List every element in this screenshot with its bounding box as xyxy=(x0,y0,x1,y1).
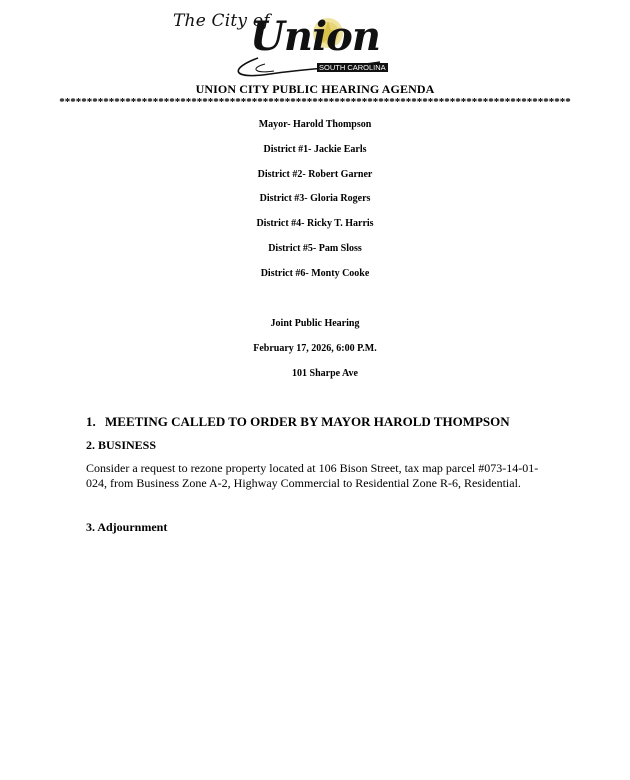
council-district-1: District #1- Jackie Earls xyxy=(263,143,367,155)
hearing-datetime: February 17, 2026, 6:00 P.M. xyxy=(253,342,377,354)
agenda-item-3-heading: 3. Adjournment xyxy=(86,520,168,534)
council-district-2: District #2- Robert Garner xyxy=(257,168,373,180)
logo-name: Union xyxy=(250,13,380,60)
hearing-info xyxy=(0,317,630,391)
agenda-item-1-number: 1. xyxy=(86,414,96,429)
separator-line: ********************************************************************************************* xyxy=(59,96,571,108)
council-district-5: District #5- Pam Sloss xyxy=(268,242,362,254)
council-district-6: District #6- Monty Cooke xyxy=(260,267,370,279)
council-mayor: Mayor- Harold Thompson xyxy=(258,119,372,130)
hearing-location: 101 Sharpe Ave xyxy=(292,367,358,379)
hearing-type: Joint Public Hearing xyxy=(270,318,360,329)
agenda-item-1-text: MEETING CALLED TO ORDER BY MAYOR HAROLD THOMPSON xyxy=(105,414,510,429)
logo-prefix: The City of xyxy=(173,11,270,31)
city-logo xyxy=(170,8,385,80)
agenda-item-2-heading: 2. BUSINESS xyxy=(86,438,157,452)
logo-state: SOUTH CAROLINA xyxy=(319,63,386,72)
council-list xyxy=(0,118,630,292)
page-title: UNION CITY PUBLIC HEARING AGENDA xyxy=(195,82,435,96)
agenda-item-2-body: Consider a request to rezone property located at 106 Bison Street, tax map parcel #073-14-01-024, from Business Zone A-2, Highway Commercial to Residential Zone R-6, Residential. xyxy=(86,461,539,490)
agenda-item-1 xyxy=(86,414,510,430)
council-district-4: District #4- Ricky T. Harris xyxy=(256,218,374,230)
council-district-3: District #3- Gloria Rogers xyxy=(259,193,371,205)
